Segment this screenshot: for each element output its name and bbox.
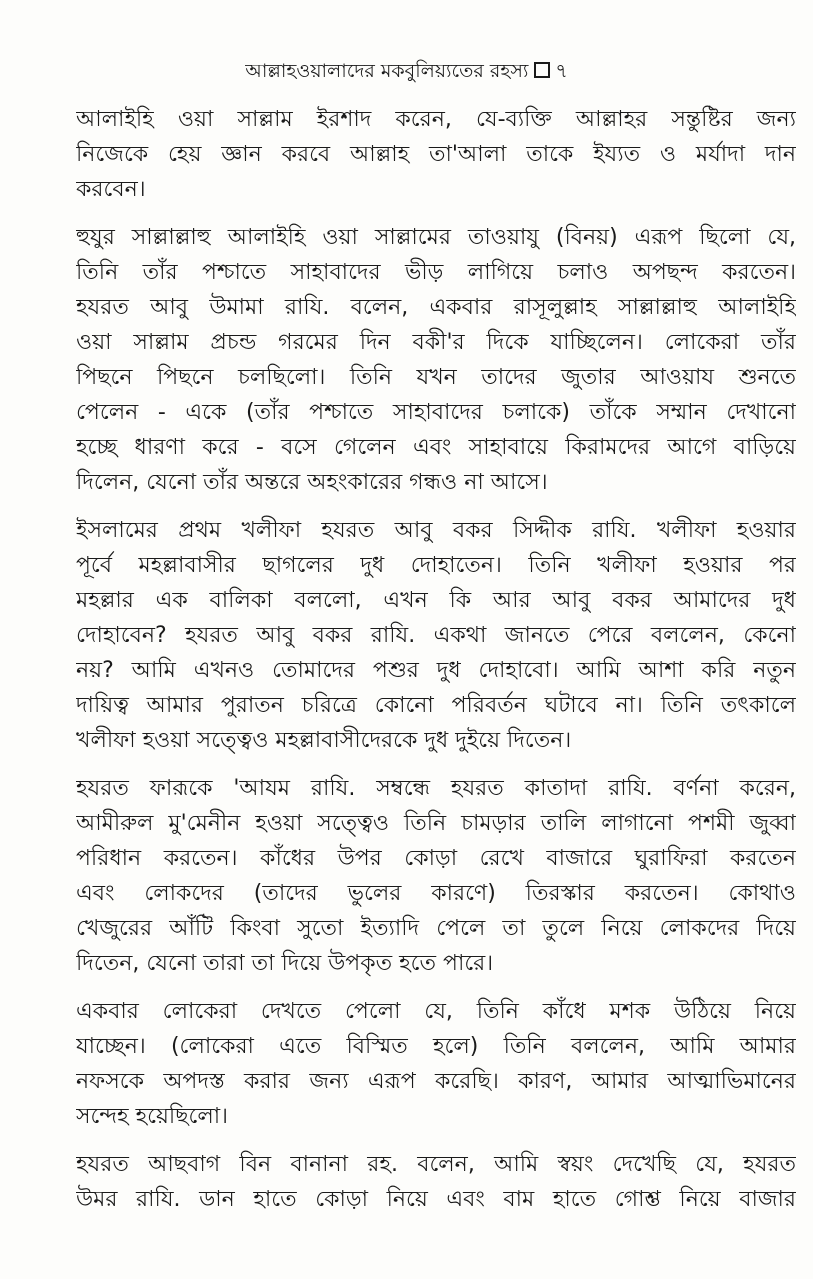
paragraph [76, 1147, 796, 1217]
text-line: এবং লোকদের (তাদের ভুলের কারণে) তিরস্কার করতেন। কোথাও [76, 881, 796, 906]
text-line: পেলেন - একে (তাঁর পশ্চাতে সাহাবাদের চলাকে) তাঁকে সম্মান দেখানো [76, 400, 796, 425]
paragraph [76, 513, 796, 758]
text-line: দায়িত্ব আমার পুরাতন চরিত্রে কোনো পরিবর্তন ঘটাবে না। তিনি তৎকালে [76, 693, 796, 718]
text-line: হচ্ছে ধারণা করে - বসে গেলেন এবং সাহাবায়ে কিরামদের আগে বাড়িয়ে [76, 435, 796, 460]
paragraph [76, 994, 796, 1134]
text-line: মহল্লার এক বালিকা বললো, এখন কি আর আবু বকর আমাদের দুধ [76, 588, 796, 613]
text-line: পরিধান করতেন। কাঁধের উপর কোড়া রেখে বাজারে ঘুরাফিরা করতেন [76, 846, 796, 871]
text-line: নিজেকে হেয় জ্ঞান করবে আল্লাহ তা'আলা তাকে ইয্যত ও মর্যাদা দান [76, 142, 796, 167]
text-line: নয়? আমি এখনও তোমাদের পশুর দুধ দোহাবো। আমি আশা করি নতুন [76, 658, 796, 683]
running-header [0, 58, 813, 84]
book-title: আল্লাহওয়ালাদের মকবুলিয়্যতের রহস্য [245, 60, 529, 82]
text-line: হযরত ফারূকে 'আযম রাযি. সম্বন্ধে হযরত কাতাদা রাযি. বর্ণনা করেন, [76, 776, 796, 801]
text-line: পূর্বে মহল্লাবাসীর ছাগলের দুধ দোহাতেন। তিনি খলীফা হওয়ার পর [76, 553, 796, 578]
text-line: দিতেন, যেনো তারা তা দিয়ে উপকৃত হতে পারে। [76, 951, 494, 976]
body-text [76, 102, 796, 1230]
paragraph [76, 771, 796, 981]
text-line: একবার লোকেরা দেখতে পেলো যে, তিনি কাঁধে মশক উঠিয়ে নিয়ে [76, 999, 796, 1024]
text-line: নফসকে অপদস্ত করার জন্য এরূপ করেছি। কারণ, আমার আত্মাভিমানের [76, 1069, 796, 1094]
text-line: হুযুর সাল্লাল্লাহু আলাইহি ওয়া সাল্লামের তাওয়াযু (বিনয়) এরূপ ছিলো যে, [76, 225, 796, 250]
text-line: আলাইহি ওয়া সাল্লাম ইরশাদ করেন, যে-ব্যক্তি আল্লাহর সন্তুষ্টির জন্য [76, 107, 796, 132]
page-number: ৭ [555, 60, 568, 82]
text-line: খলীফা হওয়া সত্ত্বেও মহল্লাবাসীদেরকে দুধ দুইয়ে দিতেন। [76, 728, 572, 753]
text-line: পিছনে পিছনে চলছিলো। তিনি যখন তাদের জুতার আওয়ায শুনতে [76, 365, 796, 390]
paragraph [76, 220, 796, 500]
text-line: উমর রাযি. ডান হাতে কোড়া নিয়ে এবং বাম হাতে গোশ্ত নিয়ে বাজার [76, 1187, 796, 1212]
text-line: ইসলামের প্রথম খলীফা হযরত আবু বকর সিদ্দীক রাযি. খলীফা হওয়ার [76, 518, 796, 543]
text-line: হযরত আবু উমামা রাযি. বলেন, একবার রাসূলুল্লাহ সাল্লাল্লাহু আলাইহি [76, 295, 796, 320]
text-line: ওয়া সাল্লাম প্রচন্ড গরমের দিন বকী'র দিকে যাচ্ছিলেন। লোকেরা তাঁর [76, 330, 796, 355]
square-ornament-icon [534, 62, 550, 78]
text-line: সন্দেহ হয়েছিলো। [76, 1104, 229, 1129]
text-line: খেজুরের আঁটি কিংবা সুতো ইত্যাদি পেলে তা তুলে নিয়ে লোকদের দিয়ে [76, 916, 796, 941]
text-line: তিনি তাঁর পশ্চাতে সাহাবাদের ভীড় লাগিয়ে চলাও অপছন্দ করতেন। [76, 260, 796, 285]
text-line: দিলেন, যেনো তাঁর অন্তরে অহংকারের গন্ধও না আসে। [76, 470, 548, 495]
text-line: করবেন। [76, 177, 146, 202]
text-line: আমীরুল মু'মেনীন হওয়া সত্ত্বেও তিনি চামড়ার তালি লাগানো পশমী জুব্বা [76, 811, 796, 836]
text-line: দোহাবেন? হযরত আবু বকর রাযি. একথা জানতে পেরে বললেন, কেনো [76, 623, 796, 648]
text-line: যাচ্ছেন। (লোকেরা এতে বিস্মিত হলে) তিনি বললেন, আমি আমার [76, 1034, 796, 1059]
text-line: হযরত আছবাগ বিন বানানা রহ. বলেন, আমি স্বয়ং দেখেছি যে, হযরত [76, 1152, 796, 1177]
paragraph [76, 102, 796, 207]
